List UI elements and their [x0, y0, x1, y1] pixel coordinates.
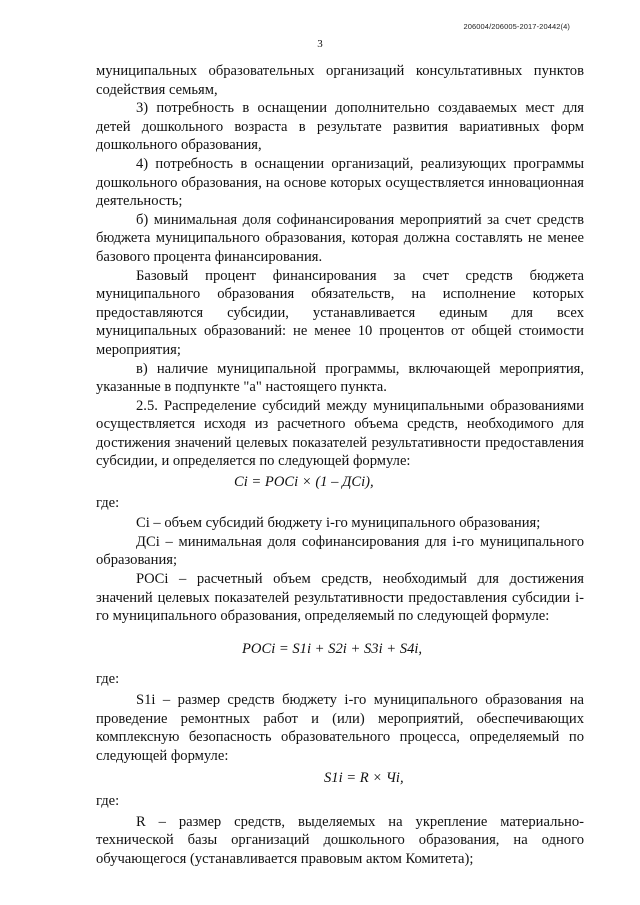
document-id: 206004/206005-2017-20442(4) [463, 22, 570, 31]
definition-r: R – размер средств, выделяемых на укрепление материально-технической базы организаций дошкольного образования, на одного обучающегося (устанавливается правовым актом Комитета); [96, 813, 584, 867]
paragraph: 3) потребность в оснащении дополнительно создаваемых мест для детей дошкольного возраста в результате развития вариативных форм дошкольного образования, [96, 100, 584, 154]
paragraph: муниципальных образовательных организаций консультативных пунктов содействия семьям, [96, 63, 584, 98]
definition-ci: Ci – объем субсидий бюджету i-го муниципального образования; [136, 515, 541, 532]
formula-s1i: S1i = R × Чi, [324, 770, 404, 787]
where-label: где: [96, 494, 120, 511]
definition-poci: POCi – расчетный объем средств, необходимый для достижения значений целевых показателей результативности предоставления субсидии i-го муниципального образования, определяемый по следующей формуле: [96, 571, 584, 625]
where-label: где: [96, 792, 120, 809]
paragraph: в) наличие муниципальной программы, включающей мероприятия, указанные в подпункте "а" настоящего пункта. [96, 360, 584, 396]
page-number: 3 [317, 38, 323, 50]
formula-subsidy: Ci = POCi × (1 – ДCi), [234, 474, 374, 491]
definition-dci: ДCi – минимальная доля софинансирования для i-го муниципального образования; [96, 533, 584, 569]
formula-poci: POCi = S1i + S2i + S3i + S4i, [242, 640, 423, 657]
where-label: где: [96, 671, 120, 688]
definition-s1i: S1i – размер средств бюджету i-го муниципального образования на проведение ремонтных работ и (или) мероприятий, обеспечивающих комплексную безопасность образовательного процесса, определяемый по следующей формуле: [96, 692, 584, 764]
paragraph: Базовый процент финансирования за счет средств бюджета муниципального образования обязательств, на исполнение которых предоставляются субсидии, устанавливается единым для всех муниципальных образований: не менее 10 процентов от общей стоимости мероприятия; [96, 267, 584, 358]
document-body [96, 62, 584, 868]
paragraph: б) минимальная доля софинансирования мероприятий за счет средств бюджета муниципального образования, которая должна составлять не менее базового процента финансирования. [96, 211, 584, 265]
paragraph: 4) потребность в оснащении организаций, реализующих программы дошкольного образования, на основе которых осуществляется инновационная деятельность; [96, 155, 584, 210]
paragraph: 2.5. Распределение субсидий между муниципальными образованиями осуществляется исходя из расчетного объема средств, необходимого для достижения значений целевых показателей результативности предоставления субсидии, и определяется по следующей формуле: [96, 397, 584, 470]
